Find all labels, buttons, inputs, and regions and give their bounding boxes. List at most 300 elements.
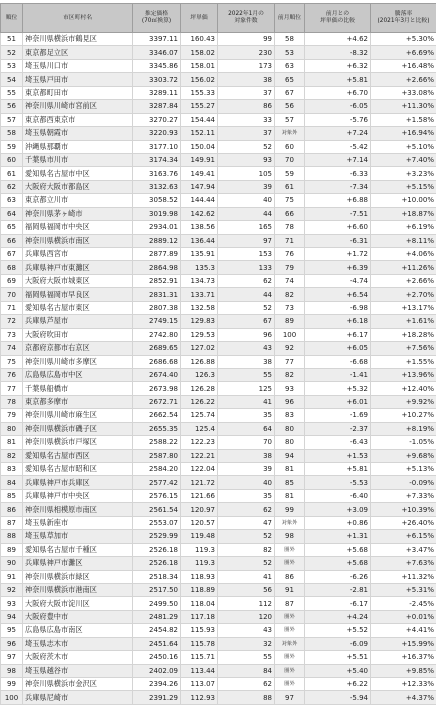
cell-compare: -6.68	[305, 355, 371, 368]
cell-price: 2451.64	[133, 637, 181, 650]
cell-rank: 91	[1, 570, 23, 583]
table-row	[1, 583, 436, 596]
cell-change-rate: +2.70%	[371, 288, 436, 301]
cell-prev-rank: 79	[275, 261, 305, 274]
cell-price: 3287.84	[133, 100, 181, 113]
cell-change-rate: +4.37%	[371, 691, 436, 704]
cell-compare: +5.81	[305, 463, 371, 476]
cell-prev-rank: 56	[275, 100, 305, 113]
cell-compare: -7.34	[305, 180, 371, 193]
cell-prev-rank: 圏外	[275, 651, 305, 664]
cell-price: 2454.82	[133, 624, 181, 637]
cell-rank: 54	[1, 73, 23, 86]
cell-rank: 92	[1, 583, 23, 596]
cell-change-rate: +11.30%	[371, 100, 436, 113]
cell-rank: 53	[1, 59, 23, 72]
table-row	[1, 234, 436, 247]
cell-city: 兵庫県神戸市中央区	[23, 489, 133, 502]
cell-change-rate: +18.87%	[371, 207, 436, 220]
cell-prev-rank: 75	[275, 194, 305, 207]
cell-city: 大阪府大阪市都島区	[23, 180, 133, 193]
cell-count: 44	[218, 288, 275, 301]
cell-change-rate: +7.63%	[371, 557, 436, 570]
header-count-line1: 2022年1月の	[228, 11, 264, 17]
cell-prev-rank: 92	[275, 342, 305, 355]
cell-compare: -2.37	[305, 422, 371, 435]
ranking-table-container	[0, 3, 436, 705]
cell-tsubo: 138.56	[181, 221, 218, 234]
cell-rank: 79	[1, 409, 23, 422]
cell-city: 神奈川県横浜市緑区	[23, 570, 133, 583]
table-row	[1, 637, 436, 650]
cell-prev-rank: 77	[275, 355, 305, 368]
cell-rank: 65	[1, 221, 23, 234]
cell-change-rate: +0.01%	[371, 610, 436, 623]
cell-change-rate: +5.10%	[371, 140, 436, 153]
cell-count: 38	[218, 73, 275, 86]
header-rank: 順位	[1, 4, 23, 33]
table-row	[1, 436, 436, 449]
cell-compare: +5.68	[305, 557, 371, 570]
table-row	[1, 248, 436, 261]
cell-compare: +6.32	[305, 59, 371, 72]
table-row	[1, 678, 436, 691]
cell-compare: +7.24	[305, 127, 371, 140]
cell-city: 千葉県市川市	[23, 153, 133, 166]
cell-compare: +5.51	[305, 651, 371, 664]
cell-count: 43	[218, 624, 275, 637]
cell-city: 埼玉県朝霞市	[23, 127, 133, 140]
cell-prev-rank: 89	[275, 315, 305, 328]
cell-compare: -6.09	[305, 637, 371, 650]
cell-price: 2450.16	[133, 651, 181, 664]
cell-tsubo: 136.44	[181, 234, 218, 247]
cell-tsubo: 142.62	[181, 207, 218, 220]
cell-city: 東京都西東京市	[23, 113, 133, 126]
cell-count: 55	[218, 651, 275, 664]
cell-price: 3397.11	[133, 33, 181, 46]
cell-city: 神奈川県横浜市戸塚区	[23, 436, 133, 449]
cell-change-rate: +1.61%	[371, 315, 436, 328]
cell-compare: +6.39	[305, 261, 371, 274]
cell-city: 千葉県船橋市	[23, 382, 133, 395]
cell-rank: 69	[1, 274, 23, 287]
cell-prev-rank: 対象外	[275, 637, 305, 650]
cell-tsubo: 135.91	[181, 248, 218, 261]
cell-tsubo: 160.43	[181, 33, 218, 46]
table-row	[1, 449, 436, 462]
cell-rank: 51	[1, 33, 23, 46]
table-row	[1, 624, 436, 637]
cell-compare: +1.53	[305, 449, 371, 462]
cell-price: 2391.29	[133, 691, 181, 704]
cell-tsubo: 122.23	[181, 436, 218, 449]
cell-city: 神奈川県川崎市麻生区	[23, 409, 133, 422]
cell-tsubo: 119.3	[181, 543, 218, 556]
cell-rank: 97	[1, 651, 23, 664]
table-row	[1, 570, 436, 583]
cell-prev-rank: 100	[275, 328, 305, 341]
table-row	[1, 651, 436, 664]
cell-rank: 93	[1, 597, 23, 610]
cell-tsubo: 115.78	[181, 637, 218, 650]
cell-price: 2577.42	[133, 476, 181, 489]
cell-count: 35	[218, 409, 275, 422]
cell-count: 38	[218, 355, 275, 368]
cell-city: 福岡県福岡市中央区	[23, 221, 133, 234]
cell-count: 37	[218, 127, 275, 140]
cell-count: 52	[218, 301, 275, 314]
cell-tsubo: 121.72	[181, 476, 218, 489]
cell-prev-rank: 73	[275, 301, 305, 314]
cell-prev-rank: 96	[275, 395, 305, 408]
cell-rank: 82	[1, 449, 23, 462]
cell-rank: 52	[1, 46, 23, 59]
cell-count: 35	[218, 489, 275, 502]
cell-compare: +1.31	[305, 530, 371, 543]
cell-count: 43	[218, 342, 275, 355]
cell-price: 2517.50	[133, 583, 181, 596]
cell-tsubo: 115.71	[181, 651, 218, 664]
cell-prev-rank: 圏外	[275, 543, 305, 556]
cell-prev-rank: 80	[275, 436, 305, 449]
header-compare-line2: 坪単価の比較	[320, 18, 355, 24]
cell-compare: -8.32	[305, 46, 371, 59]
cell-rank: 90	[1, 557, 23, 570]
cell-tsubo: 113.07	[181, 678, 218, 691]
cell-price: 3345.86	[133, 59, 181, 72]
cell-price: 2864.98	[133, 261, 181, 274]
cell-city: 東京都町田市	[23, 86, 133, 99]
cell-tsubo: 113.44	[181, 664, 218, 677]
cell-tsubo: 129.83	[181, 315, 218, 328]
cell-count: 41	[218, 395, 275, 408]
cell-compare: -6.26	[305, 570, 371, 583]
cell-compare: -5.42	[305, 140, 371, 153]
cell-price: 2394.26	[133, 678, 181, 691]
cell-rank: 70	[1, 288, 23, 301]
cell-prev-rank: 53	[275, 46, 305, 59]
cell-count: 70	[218, 436, 275, 449]
cell-rank: 68	[1, 261, 23, 274]
cell-change-rate: +16.48%	[371, 59, 436, 72]
cell-compare: +0.86	[305, 516, 371, 529]
cell-price: 2518.34	[133, 570, 181, 583]
cell-city: 東京都立川市	[23, 194, 133, 207]
cell-compare: -5.94	[305, 691, 371, 704]
cell-tsubo: 155.27	[181, 100, 218, 113]
cell-price: 2807.38	[133, 301, 181, 314]
header-price-line1: 推定価格	[145, 11, 168, 17]
table-row	[1, 516, 436, 529]
cell-rank: 71	[1, 301, 23, 314]
cell-compare: +5.40	[305, 664, 371, 677]
cell-price: 2686.68	[133, 355, 181, 368]
cell-change-rate: +10.27%	[371, 409, 436, 422]
cell-tsubo: 126.22	[181, 395, 218, 408]
cell-city: 埼玉県川口市	[23, 59, 133, 72]
cell-city: 神奈川県横浜市鶴見区	[23, 33, 133, 46]
cell-change-rate: +1.55%	[371, 355, 436, 368]
cell-city: 埼玉県戸田市	[23, 73, 133, 86]
cell-prev-rank: 91	[275, 583, 305, 596]
cell-change-rate: +8.11%	[371, 234, 436, 247]
cell-count: 37	[218, 86, 275, 99]
cell-compare: +6.88	[305, 194, 371, 207]
cell-count: 120	[218, 610, 275, 623]
table-row	[1, 274, 436, 287]
header-tsubo: 坪単価	[181, 4, 218, 33]
table-row	[1, 691, 436, 704]
cell-price: 3303.72	[133, 73, 181, 86]
cell-change-rate: +9.68%	[371, 449, 436, 462]
cell-compare: +6.17	[305, 328, 371, 341]
cell-change-rate: +13.17%	[371, 301, 436, 314]
cell-change-rate: -0.09%	[371, 476, 436, 489]
cell-prev-rank: 81	[275, 463, 305, 476]
cell-count: 105	[218, 167, 275, 180]
cell-city: 大阪府豊中市	[23, 610, 133, 623]
cell-change-rate: +12.40%	[371, 382, 436, 395]
cell-rank: 73	[1, 328, 23, 341]
cell-price: 3289.11	[133, 86, 181, 99]
cell-price: 2852.91	[133, 274, 181, 287]
cell-compare: +6.70	[305, 86, 371, 99]
table-row	[1, 140, 436, 153]
cell-rank: 57	[1, 113, 23, 126]
cell-prev-rank: 圏外	[275, 678, 305, 691]
cell-prev-rank: 70	[275, 153, 305, 166]
table-row	[1, 342, 436, 355]
cell-tsubo: 134.73	[181, 274, 218, 287]
cell-city: 埼玉県越谷市	[23, 664, 133, 677]
cell-prev-rank: 圏外	[275, 610, 305, 623]
cell-tsubo: 126.88	[181, 355, 218, 368]
cell-compare: +6.22	[305, 678, 371, 691]
cell-compare: +4.24	[305, 610, 371, 623]
table-row	[1, 127, 436, 140]
cell-count: 86	[218, 100, 275, 113]
cell-count: 82	[218, 543, 275, 556]
cell-change-rate: +5.15%	[371, 180, 436, 193]
cell-compare: +7.14	[305, 153, 371, 166]
cell-tsubo: 119.3	[181, 557, 218, 570]
cell-count: 39	[218, 180, 275, 193]
cell-prev-rank: 78	[275, 221, 305, 234]
table-row	[1, 530, 436, 543]
cell-change-rate: +13.96%	[371, 368, 436, 381]
cell-count: 62	[218, 503, 275, 516]
cell-price: 3220.93	[133, 127, 181, 140]
table-row	[1, 33, 436, 46]
cell-change-rate: -2.45%	[371, 597, 436, 610]
cell-price: 2742.80	[133, 328, 181, 341]
cell-price: 2689.65	[133, 342, 181, 355]
cell-change-rate: +1.58%	[371, 113, 436, 126]
cell-count: 67	[218, 315, 275, 328]
cell-rank: 78	[1, 395, 23, 408]
cell-prev-rank: 対象外	[275, 127, 305, 140]
cell-rank: 83	[1, 463, 23, 476]
cell-tsubo: 112.93	[181, 691, 218, 704]
cell-rank: 66	[1, 234, 23, 247]
cell-compare: +5.32	[305, 382, 371, 395]
cell-prev-rank: 85	[275, 476, 305, 489]
cell-tsubo: 125.74	[181, 409, 218, 422]
table-row	[1, 382, 436, 395]
cell-compare: +4.62	[305, 33, 371, 46]
header-rate-line1: 騰落率	[395, 11, 412, 17]
cell-compare: -6.43	[305, 436, 371, 449]
cell-price: 2877.89	[133, 248, 181, 261]
cell-prev-rank: 81	[275, 489, 305, 502]
cell-change-rate: +2.66%	[371, 73, 436, 86]
cell-count: 84	[218, 664, 275, 677]
cell-city: 神奈川県川崎市多摩区	[23, 355, 133, 368]
table-row	[1, 543, 436, 556]
cell-change-rate: +5.30%	[371, 33, 436, 46]
cell-rank: 58	[1, 127, 23, 140]
cell-prev-rank: 83	[275, 409, 305, 422]
cell-price: 2655.35	[133, 422, 181, 435]
cell-tsubo: 126.28	[181, 382, 218, 395]
cell-rank: 86	[1, 503, 23, 516]
table-row	[1, 100, 436, 113]
cell-change-rate: +8.19%	[371, 422, 436, 435]
cell-compare: +6.60	[305, 221, 371, 234]
table-row	[1, 288, 436, 301]
cell-count: 41	[218, 570, 275, 583]
cell-rank: 74	[1, 342, 23, 355]
cell-prev-rank: 65	[275, 73, 305, 86]
table-row	[1, 368, 436, 381]
cell-prev-rank: 99	[275, 503, 305, 516]
cell-count: 165	[218, 221, 275, 234]
cell-change-rate: +18.28%	[371, 328, 436, 341]
cell-tsubo: 152.11	[181, 127, 218, 140]
cell-rank: 96	[1, 637, 23, 650]
cell-change-rate: +6.19%	[371, 221, 436, 234]
cell-rank: 81	[1, 436, 23, 449]
cell-rank: 77	[1, 382, 23, 395]
cell-change-rate: +16.94%	[371, 127, 436, 140]
cell-rank: 80	[1, 422, 23, 435]
cell-city: 愛知県名古屋市千種区	[23, 543, 133, 556]
cell-compare: -2.81	[305, 583, 371, 596]
cell-rank: 94	[1, 610, 23, 623]
cell-compare: -6.31	[305, 234, 371, 247]
header-price-line2: (70㎡換算)	[142, 18, 171, 24]
cell-prev-rank: 57	[275, 113, 305, 126]
cell-count: 40	[218, 194, 275, 207]
table-row	[1, 610, 436, 623]
table-row	[1, 113, 436, 126]
cell-price: 3346.07	[133, 46, 181, 59]
cell-tsubo: 127.02	[181, 342, 218, 355]
table-row	[1, 73, 436, 86]
cell-price: 2662.54	[133, 409, 181, 422]
cell-tsubo: 144.44	[181, 194, 218, 207]
cell-change-rate: +33.08%	[371, 86, 436, 99]
cell-tsubo: 133.71	[181, 288, 218, 301]
cell-city: 神奈川県相模原市南区	[23, 503, 133, 516]
cell-city: 東京都多摩市	[23, 395, 133, 408]
cell-price: 2588.22	[133, 436, 181, 449]
table-row	[1, 221, 436, 234]
table-row	[1, 503, 436, 516]
cell-change-rate: -1.05%	[371, 436, 436, 449]
cell-rank: 64	[1, 207, 23, 220]
cell-count: 62	[218, 678, 275, 691]
cell-compare: +1.72	[305, 248, 371, 261]
cell-city: 埼玉県新座市	[23, 516, 133, 529]
ranking-table	[0, 3, 436, 705]
table-row	[1, 180, 436, 193]
cell-compare: +6.05	[305, 342, 371, 355]
cell-tsubo: 122.04	[181, 463, 218, 476]
cell-change-rate: +12.33%	[371, 678, 436, 691]
table-row	[1, 194, 436, 207]
header-change-rate	[371, 4, 436, 33]
cell-price: 2402.09	[133, 664, 181, 677]
cell-count: 112	[218, 597, 275, 610]
cell-price: 2831.31	[133, 288, 181, 301]
cell-price: 2674.40	[133, 368, 181, 381]
header-prev-rank: 前月順位	[275, 4, 305, 33]
cell-change-rate: +9.85%	[371, 664, 436, 677]
cell-rank: 100	[1, 691, 23, 704]
cell-rank: 67	[1, 248, 23, 261]
cell-prev-rank: 61	[275, 180, 305, 193]
cell-prev-rank: 98	[275, 530, 305, 543]
table-row	[1, 315, 436, 328]
cell-count: 62	[218, 274, 275, 287]
cell-change-rate: +26.40%	[371, 516, 436, 529]
cell-compare: -6.40	[305, 489, 371, 502]
header-price	[133, 4, 181, 33]
table-row	[1, 153, 436, 166]
cell-change-rate: +11.32%	[371, 570, 436, 583]
cell-compare: -6.33	[305, 167, 371, 180]
cell-count: 38	[218, 449, 275, 462]
cell-city: 京都府京都市右京区	[23, 342, 133, 355]
cell-count: 32	[218, 637, 275, 650]
cell-prev-rank: 60	[275, 140, 305, 153]
cell-count: 97	[218, 234, 275, 247]
cell-prev-rank: 82	[275, 288, 305, 301]
cell-city: 福岡県福岡市早良区	[23, 288, 133, 301]
cell-city: 愛知県名古屋市東区	[23, 301, 133, 314]
table-row	[1, 597, 436, 610]
cell-tsubo: 129.53	[181, 328, 218, 341]
table-row	[1, 355, 436, 368]
cell-count: 52	[218, 140, 275, 153]
cell-city: 神奈川県横浜市港南区	[23, 583, 133, 596]
cell-price: 2584.20	[133, 463, 181, 476]
cell-price: 2553.07	[133, 516, 181, 529]
cell-tsubo: 135.3	[181, 261, 218, 274]
cell-compare: -4.74	[305, 274, 371, 287]
cell-city: 大阪府茨木市	[23, 651, 133, 664]
cell-tsubo: 158.01	[181, 59, 218, 72]
table-row	[1, 207, 436, 220]
cell-city: 兵庫県神戸市兵庫区	[23, 476, 133, 489]
cell-count: 39	[218, 463, 275, 476]
cell-count: 52	[218, 530, 275, 543]
cell-rank: 85	[1, 489, 23, 502]
cell-rank: 76	[1, 368, 23, 381]
cell-prev-rank: 59	[275, 167, 305, 180]
